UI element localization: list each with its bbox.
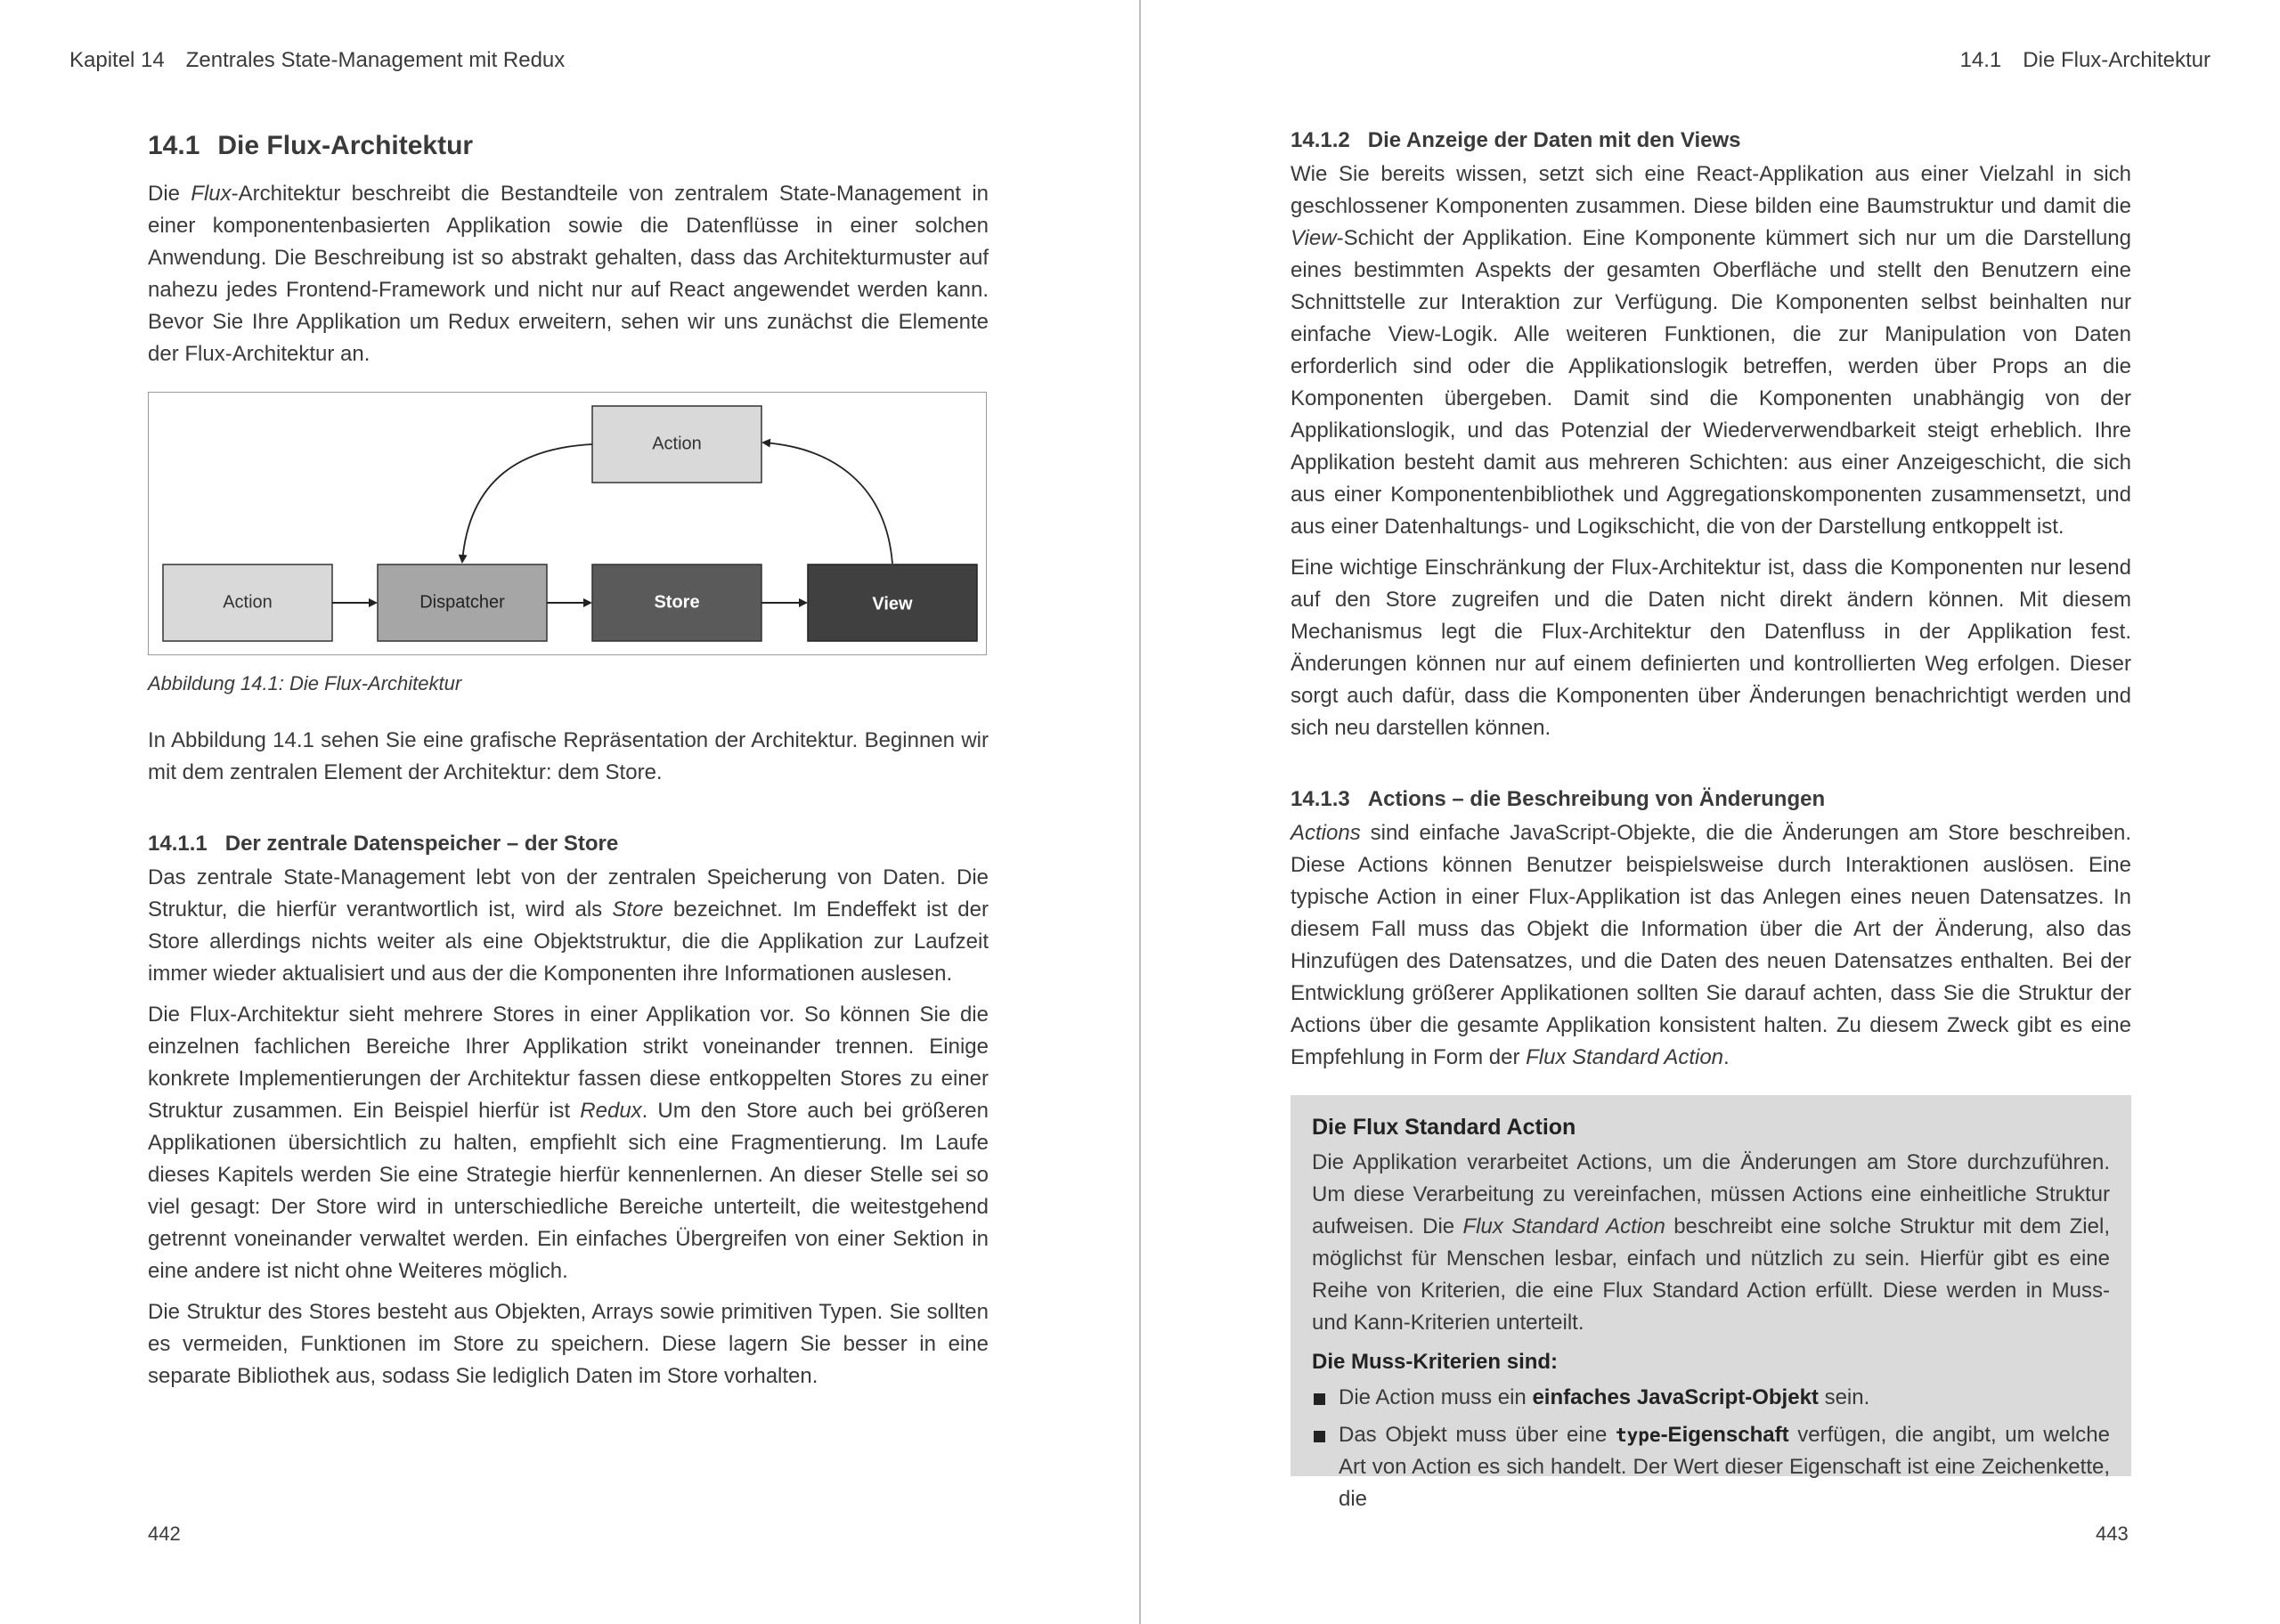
page-number-left: 442 — [148, 1522, 181, 1545]
store-paragraph-3: Die Struktur des Stores besteht aus Objekten, Arrays sowie primitiven Typen. Sie sollten es vermeiden, Funktionen im Store zu speichern. Diese lagern Sie besser in eine separate Bibliothek aus, sodass Sie lediglich Daten im Store vorhalten. — [148, 1300, 989, 1388]
must-criteria-list — [1312, 1382, 2110, 1515]
square-bullet-icon — [1314, 1393, 1325, 1405]
section-label: 14.1 — [1959, 48, 2002, 72]
square-bullet-icon — [1314, 1431, 1325, 1442]
box-title: Die Flux Standard Action — [1312, 1115, 1576, 1140]
arrow-view-action-top — [763, 443, 892, 564]
store-paragraph-1: Das zentrale State-Management lebt von der zentralen Speicherung von Daten. Die Struktur, die hierfür verantwortlich ist, wird als Store bezeichnet. Im Endeffekt ist der Store allerdings nichts weiter als eine Objektstruktur, die die Applikation zur Laufzeit immer wieder aktualisiert und aus der die Komponenten ihre Informationen auslesen. — [148, 865, 989, 986]
section-title: Die Flux-Architektur — [217, 131, 474, 160]
right-content — [1291, 125, 2131, 1511]
node-dispatcher-label: Dispatcher — [419, 592, 505, 613]
node-store-label: Store — [654, 592, 700, 613]
emphasis-flux: Flux — [191, 182, 232, 206]
after-figure-paragraph: In Abbildung 14.1 sehen Sie eine grafische Repräsentation der Architektur. Beginnen wir mit dem zentralen Element der Architektur: dem Store. — [148, 728, 989, 784]
figure-caption: Abbildung 14.1: Die Flux-Architektur — [148, 672, 462, 694]
subsection-heading-views: 14.1.2 Die Anzeige der Daten mit den Views — [1291, 128, 1741, 152]
views-paragraph-2: Eine wichtige Einschränkung der Flux-Architektur ist, dass die Komponenten nur lesend auf den Store zugreifen und die Daten nicht direkt ändern können. Mit diesem Mechanismus legt die Flux-Architektur den Datenfluss in der Applikation fest. Änderungen können nur auf einem definierten und kontrollierten Weg erfolgen. Dieser sorgt auch dafür, dass die Komponenten über Änderungen benachrichtigt werden und sich neu darstellen können. — [1291, 556, 2131, 740]
subsection-heading-store — [148, 828, 989, 860]
running-head-left — [69, 48, 565, 73]
subsection-heading-actions: 14.1.3 Actions – die Beschreibung von Änderungen — [1291, 787, 1826, 811]
views-paragraph-1: Wie Sie bereits wissen, setzt sich eine React-Applikation aus einer Vielzahl in sich geschlossener Komponenten zusammen. Diese bilden eine Baumstruktur und damit die View-Schicht der Applikation. Eine Komponente kümmert sich nur um die Darstellung eines bestimmten Aspekts der gesamten Oberfläche und stellt den Benutzern eine Schnittstelle zur Interaktion zur Verfügung. Die Komponenten selbst beinhalten nur einfache View-Logik. Alle weiteren Funktionen, die zur Manipulation von Daten erforderlich sind oder die Applikationslogik betreffen, werden über Props an die Komponenten übergeben. Damit sind die Komponenten unabhängig von der Applikationslogik, und das Potenzial der Wiederverwendbarkeit steigt erheblich. Ihre Applikation besteht damit aus mehreren Schichten: aus einer Anzeigeschicht, die sich aus einer Komponentenbibliothek und Aggregationskomponenten zusammensetzt, und aus einer Datenhaltungs- und Logikschicht, die von der Darstellung entkoppelt ist. — [1291, 162, 2131, 539]
box-paragraph: Die Applikation verarbeitet Actions, um die Änderungen am Store durchzuführen. Um diese Verarbeitung zu vereinfachen, müssen Actions eine einheitliche Struktur aufweisen. Die Flux Standard Action beschreibt eine solche Struktur mit dem Ziel, möglichst für Menschen lesbar, einfach und nützlich zu sein. Hierfür gibt es eine Reihe von Kriterien, die eine Flux Standard Action erfüllt. Diese werden in Muss- und Kann-Kriterien unterteilt. — [1312, 1150, 2110, 1335]
arrow-action-top-dispatcher — [462, 444, 592, 562]
flux-diagram — [149, 393, 986, 654]
flux-architecture-figure — [148, 392, 987, 655]
flux-standard-action-box — [1291, 1095, 2131, 1511]
store-paragraph-2: Die Flux-Architektur sieht mehrere Stores in einer Applikation vor. So können Sie die einzelnen fachlichen Bereiche Ihrer Applikation strikt voneinander trennen. Einige konkrete Implementierungen der Architektur fassen diese entkoppelten Stores zu einer Struktur zusammen. Ein Beispiel hierfür ist Redux. Um den Store auch bei größeren Applikationen übersichtlich zu halten, empfiehlt sich eine Fragmentierung. Im Laufe dieses Kapitels werden Sie eine Strategie hierfür kennenlernen. An dieser Stelle sei so viel gesagt: Der Store wird in unterschiedliche Bereiche unterteilt, die weitestgehend getrennt voneinander verwaltet werden. Ein einfaches Übergreifen von einer Sektion in eine andere ist nicht ohne Weiteres möglich. — [148, 1003, 989, 1283]
actions-paragraph: Actions sind einfache JavaScript-Objekte, die die Änderungen am Store beschreiben. Diese Actions können Benutzer beispielsweise durch Interaktionen auslösen. Eine typische Action in einer Flux-Applikation ist das Anlegen eines neuen Datensatzes. In diesem Fall muss das Objekt die Information über die Art der Änderung, also das Hinzufügen des Datensatzes, und die Daten des neuen Datensatzes enthalten. Bei der Entwicklung größerer Applikationen sollten Sie darauf achten, dass Sie die Struktur der Actions über die gesamte Applikation konsistent halten. Zu diesem Zweck gibt es eine Empfehlung in Form der Flux Standard Action. — [1291, 821, 2131, 1069]
node-action-top-label: Action — [652, 434, 702, 454]
running-head-right — [1960, 48, 2211, 73]
box-must-heading: Die Muss-Kriterien sind: — [1312, 1350, 1559, 1374]
list-item: Die Action muss ein einfaches JavaScript-Objekt sein. — [1312, 1382, 2110, 1414]
subsection-title: Der zentrale Datenspeicher – der Store — [224, 832, 619, 856]
node-action-label: Action — [223, 592, 273, 613]
section-number: 14.1 — [148, 131, 200, 160]
chapter-label: Kapitel 14 — [69, 48, 165, 72]
left-page — [0, 0, 1139, 1624]
chapter-title: Zentrales State-Management mit Redux — [185, 48, 566, 72]
section-running-title: Die Flux-Architektur — [2023, 48, 2211, 72]
section-heading — [148, 128, 989, 164]
subsection-number: 14.1.1 — [148, 832, 208, 856]
list-item: Das Objekt muss über eine type-Eigenschaft verfügen, die angibt, um welche Art von Action es sich handelt. Der Wert dieser Eigenschaft ist eine Zeichenkette, die — [1312, 1419, 2110, 1515]
right-page — [1141, 0, 2280, 1624]
intro-paragraph: Die Flux-Architektur beschreibt die Bestandteile von zentralem State-Management in einer komponentenbasierten Applikation sowie die Datenflüsse in einer solchen Anwendung. Die Beschreibung ist so abstrakt gehalten, dass das Architekturmuster auf nahezu jedes Frontend-Framework und nicht nur auf React angewendet werden kann. Bevor Sie Ihre Applikation um Redux erweitern, sehen wir uns zunächst die Elemente der Flux-Architektur an. — [148, 182, 989, 366]
page-number-right: 443 — [2096, 1522, 2129, 1545]
left-content — [148, 125, 989, 1401]
node-view-label: View — [872, 594, 913, 614]
